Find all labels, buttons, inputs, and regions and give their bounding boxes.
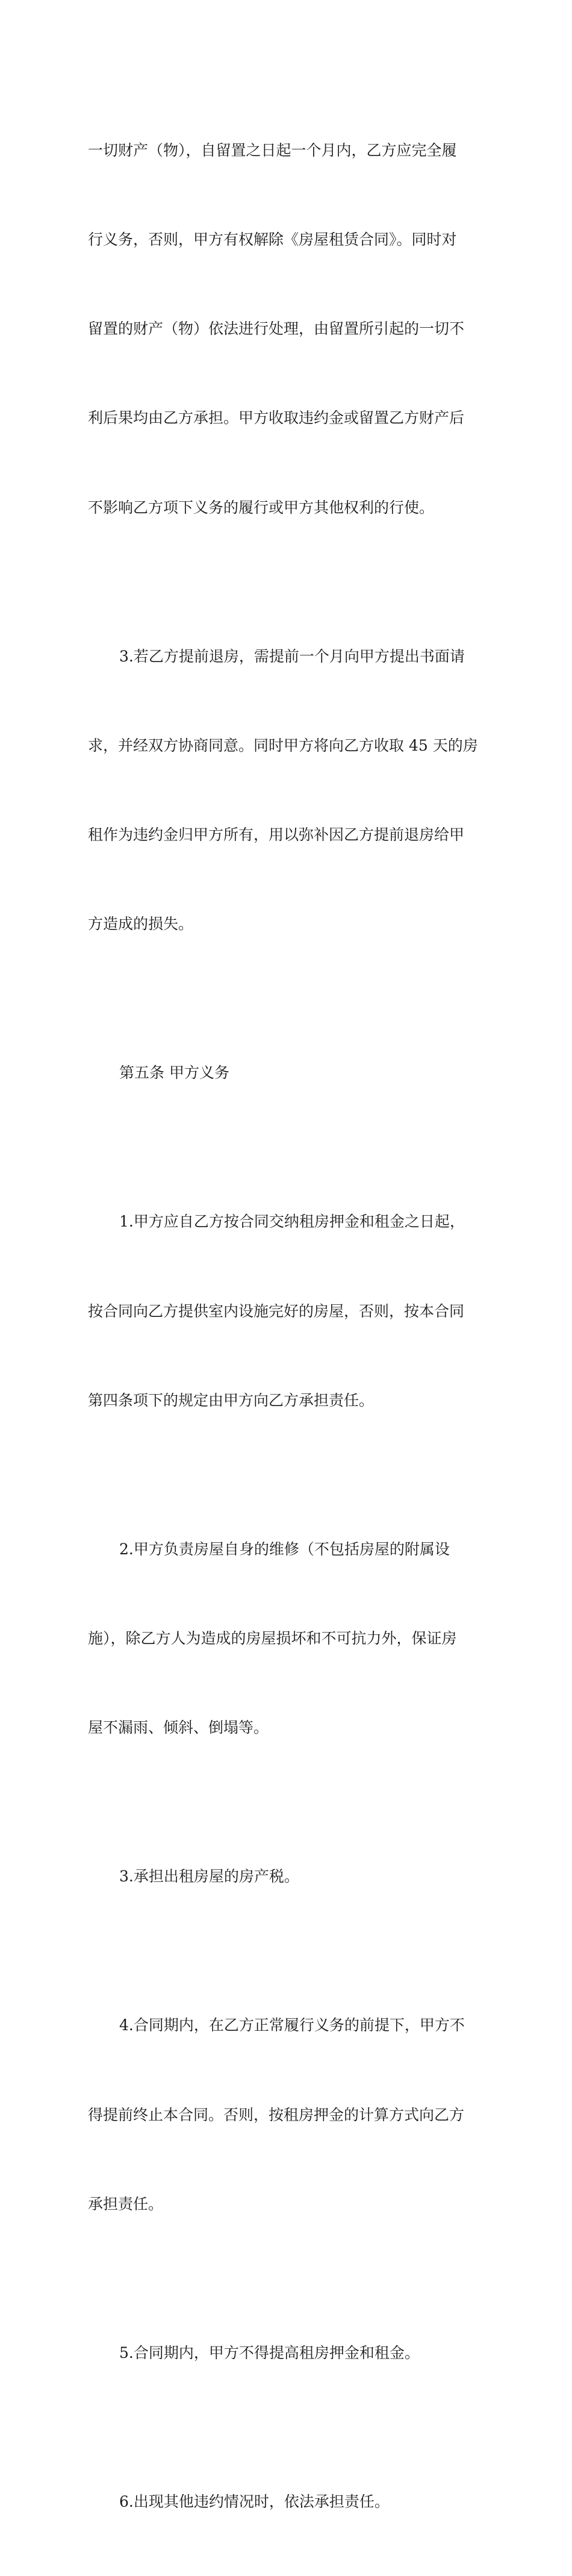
text-line: 6.出现其他违约情况时，依法承担责任。 <box>119 2492 390 2510</box>
paragraph-item-3 <box>88 1802 488 1951</box>
text-line: 方造成的损失。 <box>88 915 194 933</box>
text-line: 租作为违约金归甲方所有，用以弥补因乙方提前退房给甲 <box>88 826 465 844</box>
paragraph-continuation <box>88 76 488 582</box>
document-body <box>88 76 488 2576</box>
text-line: 行义务，否则，甲方有权解除《房屋租赁合同》。同时对 <box>88 231 457 249</box>
text-line: 施），除乙方人为造成的房屋损坏和不可抗力外，保证房 <box>88 1630 457 1648</box>
paragraph-item-2 <box>88 1475 488 1802</box>
text-line: 不影响乙方项下义务的履行或甲方其他权利的行使。 <box>88 498 435 516</box>
text-line: 一切财产（物），自留置之日起一个月内，乙方应完全履 <box>88 141 457 159</box>
text-line: 得提前终止本合同。否则，按租房押金的计算方式向乙方 <box>88 2106 465 2124</box>
paragraph-item-3-early-checkout <box>88 582 488 999</box>
text-line: 利后果均由乙方承担。甲方收取违约金或留置乙方财产后 <box>88 409 465 427</box>
section-heading-article-5 <box>88 999 488 1148</box>
paragraph-item-6 <box>88 2427 488 2576</box>
text-line: 4.合同期内，在乙方正常履行义务的前提下，甲方不 <box>119 2016 465 2034</box>
text-line: 承担责任。 <box>88 2195 164 2213</box>
text-line: 第五条 甲方义务 <box>119 1064 229 1082</box>
text-line: 第四条项下的规定由甲方向乙方承担责任。 <box>88 1391 375 1409</box>
text-line: 按合同向乙方提供室内设施完好的房屋，否则，按本合同 <box>88 1302 465 1320</box>
text-line: 3.若乙方提前退房，需提前一个月向甲方提出书面请 <box>119 647 465 665</box>
text-line: 2.甲方负责房屋自身的维修（不包括房屋的附属设 <box>119 1540 450 1558</box>
text-line: 3.承担出租房屋的房产税。 <box>119 1868 299 1886</box>
text-line: 屋不漏雨、倾斜、倒塌等。 <box>88 1719 269 1737</box>
text-line: 留置的财产（物）依法进行处理，由留置所引起的一切不 <box>88 320 465 338</box>
text-line: 求，并经双方协商同意。同时甲方将向乙方收取 45 天的房 <box>88 736 478 754</box>
paragraph-item-5 <box>88 2278 488 2427</box>
text-line: 1.甲方应自乙方按合同交纳租房押金和租金之日起， <box>119 1213 465 1231</box>
paragraph-item-1 <box>88 1148 488 1475</box>
text-line: 5.合同期内，甲方不得提高租房押金和租金。 <box>119 2343 420 2362</box>
paragraph-item-4 <box>88 1951 488 2278</box>
